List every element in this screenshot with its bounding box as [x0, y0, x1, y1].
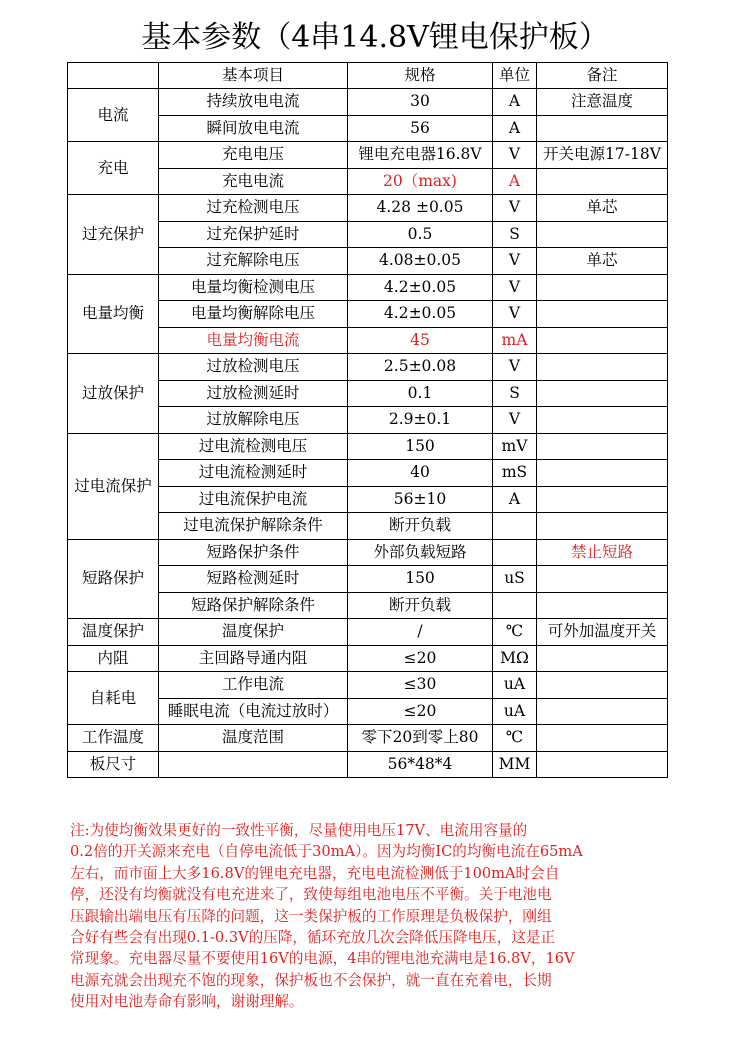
unit-cell: mS	[493, 460, 537, 487]
note-line: 常现象。充电器尽量不要使用16V的电源，4串的锂电池充满电是16.8V，16V	[70, 950, 575, 968]
spec-cell: 锂电充电器16.8V	[348, 142, 493, 169]
category-cell: 过电流保护	[68, 433, 159, 539]
category-cell: 电量均衡	[68, 274, 159, 354]
spec-cell: 40	[348, 460, 493, 487]
spec-cell: 断开负载	[348, 592, 493, 619]
table-row	[68, 433, 668, 460]
note-line: 电源充就会出现充不饱的现象，保护板也不会保护，就一直在充着电，长期	[70, 971, 552, 989]
footnote	[70, 820, 676, 1013]
spec-cell: 45	[348, 327, 493, 354]
unit-cell: uA	[493, 672, 537, 699]
unit-cell: MΩ	[493, 645, 537, 672]
note-cell	[537, 354, 668, 381]
spec-cell: /	[348, 619, 493, 646]
category-cell: 充电	[68, 142, 159, 195]
unit-cell: A	[493, 115, 537, 142]
item-cell: 电量均衡电流	[159, 327, 348, 354]
note-cell	[537, 301, 668, 328]
spec-cell: 20（max)	[348, 168, 493, 195]
item-cell: 过放检测电压	[159, 354, 348, 381]
item-cell: 过电流检测电压	[159, 433, 348, 460]
note-cell	[537, 645, 668, 672]
spec-cell: 4.2±0.05	[348, 274, 493, 301]
note-line: 0.2倍的开关源来充电（自停电流低于30mA）。因为均衡IC的均衡电流在65mA	[70, 843, 583, 861]
spec-cell: 56*48*4	[348, 751, 493, 778]
category-cell: 电流	[68, 89, 159, 142]
unit-cell: V	[493, 195, 537, 222]
header-cell-note: 备注	[537, 63, 668, 89]
unit-cell: uS	[493, 566, 537, 593]
item-cell: 过充保护延时	[159, 221, 348, 248]
table-row	[68, 195, 668, 222]
item-cell: 过电流保护解除条件	[159, 513, 348, 540]
note-cell: 禁止短路	[537, 539, 668, 566]
unit-cell	[493, 513, 537, 540]
unit-cell: mA	[493, 327, 537, 354]
note-cell: 单芯	[537, 195, 668, 222]
item-cell: 短路检测延时	[159, 566, 348, 593]
item-cell: 过充检测电压	[159, 195, 348, 222]
category-cell: 温度保护	[68, 619, 159, 646]
category-cell: 自耗电	[68, 672, 159, 725]
table-row	[68, 751, 668, 778]
unit-cell: ℃	[493, 619, 537, 646]
note-line: 压跟输出端电压有压降的问题，这一类保护板的工作原理是负极保护，刚组	[70, 907, 552, 925]
table-row	[68, 539, 668, 566]
item-cell: 充电电压	[159, 142, 348, 169]
unit-cell: A	[493, 89, 537, 116]
unit-cell: S	[493, 380, 537, 407]
note-line: 左右，而市面上大多16.8V的锂电充电器，充电电流检测低于100mA时会自	[70, 864, 560, 882]
table-row	[68, 274, 668, 301]
category-cell: 过充保护	[68, 195, 159, 275]
unit-cell: V	[493, 274, 537, 301]
spec-cell: 0.5	[348, 221, 493, 248]
item-cell: 电量均衡解除电压	[159, 301, 348, 328]
note-line: 使用对电池寿命有影响，谢谢理解。	[70, 993, 304, 1011]
page-title: 基本参数（4串14.8V锂电保护板）	[141, 20, 609, 55]
note-cell	[537, 725, 668, 752]
item-cell: 过放解除电压	[159, 407, 348, 434]
unit-cell: S	[493, 221, 537, 248]
note-cell	[537, 486, 668, 513]
unit-cell: uA	[493, 698, 537, 725]
note-cell	[537, 327, 668, 354]
spec-cell: 外部负载短路	[348, 539, 493, 566]
item-cell: 持续放电电流	[159, 89, 348, 116]
note-cell	[537, 274, 668, 301]
spec-cell: 150	[348, 433, 493, 460]
category-cell: 过放保护	[68, 354, 159, 434]
unit-cell: A	[493, 486, 537, 513]
table-row	[68, 725, 668, 752]
category-cell: 板尺寸	[68, 751, 159, 778]
note-cell	[537, 168, 668, 195]
item-cell: 短路保护条件	[159, 539, 348, 566]
header-cell-spec: 规格	[348, 63, 493, 89]
table-row	[68, 619, 668, 646]
note-cell: 可外加温度开关	[537, 619, 668, 646]
spec-cell: 0.1	[348, 380, 493, 407]
spec-cell: 2.5±0.08	[348, 354, 493, 381]
note-line: 合好有些会有出现0.1-0.3V的压降，循环充放几次会降低压降电压，这是正	[70, 929, 556, 947]
category-cell: 内阻	[68, 645, 159, 672]
unit-cell	[493, 592, 537, 619]
item-cell: 工作电流	[159, 672, 348, 699]
spec-cell: 断开负载	[348, 513, 493, 540]
item-cell: 温度保护	[159, 619, 348, 646]
note-cell	[537, 407, 668, 434]
note-cell: 开关电源17-18V	[537, 142, 668, 169]
note-cell	[537, 751, 668, 778]
spec-cell: ≤20	[348, 645, 493, 672]
spec-cell: 2.9±0.1	[348, 407, 493, 434]
table-row	[68, 672, 668, 699]
item-cell: 过电流检测延时	[159, 460, 348, 487]
table-row	[68, 645, 668, 672]
item-cell: 温度范围	[159, 725, 348, 752]
item-cell: 短路保护解除条件	[159, 592, 348, 619]
spec-cell: 4.08±0.05	[348, 248, 493, 275]
unit-cell: V	[493, 142, 537, 169]
table-row	[68, 354, 668, 381]
spec-cell: ≤20	[348, 698, 493, 725]
spec-cell: 56±10	[348, 486, 493, 513]
unit-cell: MM	[493, 751, 537, 778]
spec-cell: 56	[348, 115, 493, 142]
unit-cell: V	[493, 407, 537, 434]
note-line: 注:为使均衡效果更好的一致性平衡，尽量使用电压17V、电流用容量的	[70, 822, 528, 839]
item-cell: 充电电流	[159, 168, 348, 195]
item-cell: 主回路导通内阻	[159, 645, 348, 672]
spec-cell: 4.28 ±0.05	[348, 195, 493, 222]
table-row	[68, 142, 668, 169]
category-cell: 短路保护	[68, 539, 159, 619]
item-cell: 过充解除电压	[159, 248, 348, 275]
note-cell	[537, 221, 668, 248]
note-cell	[537, 698, 668, 725]
note-cell	[537, 566, 668, 593]
unit-cell: A	[493, 168, 537, 195]
spec-cell: ≤30	[348, 672, 493, 699]
unit-cell: mV	[493, 433, 537, 460]
category-cell: 工作温度	[68, 725, 159, 752]
note-cell	[537, 380, 668, 407]
spec-cell: 零下20到零上80	[348, 725, 493, 752]
note-cell	[537, 115, 668, 142]
spec-cell: 30	[348, 89, 493, 116]
spec-cell: 4.2±0.05	[348, 301, 493, 328]
item-cell: 睡眠电流（电流过放时）	[159, 698, 348, 725]
header-cell-category	[68, 63, 159, 89]
unit-cell: ℃	[493, 725, 537, 752]
note-cell: 单芯	[537, 248, 668, 275]
note-cell	[537, 433, 668, 460]
note-cell	[537, 513, 668, 540]
unit-cell	[493, 539, 537, 566]
unit-cell: V	[493, 301, 537, 328]
note-cell: 注意温度	[537, 89, 668, 116]
spec-cell: 150	[348, 566, 493, 593]
note-line: 停，还没有均衡就没有电充进来了，致使每组电池电压不平衡。关于电池电	[70, 886, 552, 904]
item-cell: 过放检测延时	[159, 380, 348, 407]
table-header-row	[68, 63, 668, 89]
item-cell: 瞬间放电电流	[159, 115, 348, 142]
item-cell	[159, 751, 348, 778]
note-cell	[537, 460, 668, 487]
header-cell-item: 基本项目	[159, 63, 348, 89]
table-row	[68, 89, 668, 116]
unit-cell: V	[493, 354, 537, 381]
spec-table	[67, 62, 668, 778]
item-cell: 过电流保护电流	[159, 486, 348, 513]
note-cell	[537, 592, 668, 619]
note-cell	[537, 672, 668, 699]
header-cell-unit: 单位	[493, 63, 537, 89]
item-cell: 电量均衡检测电压	[159, 274, 348, 301]
unit-cell: V	[493, 248, 537, 275]
